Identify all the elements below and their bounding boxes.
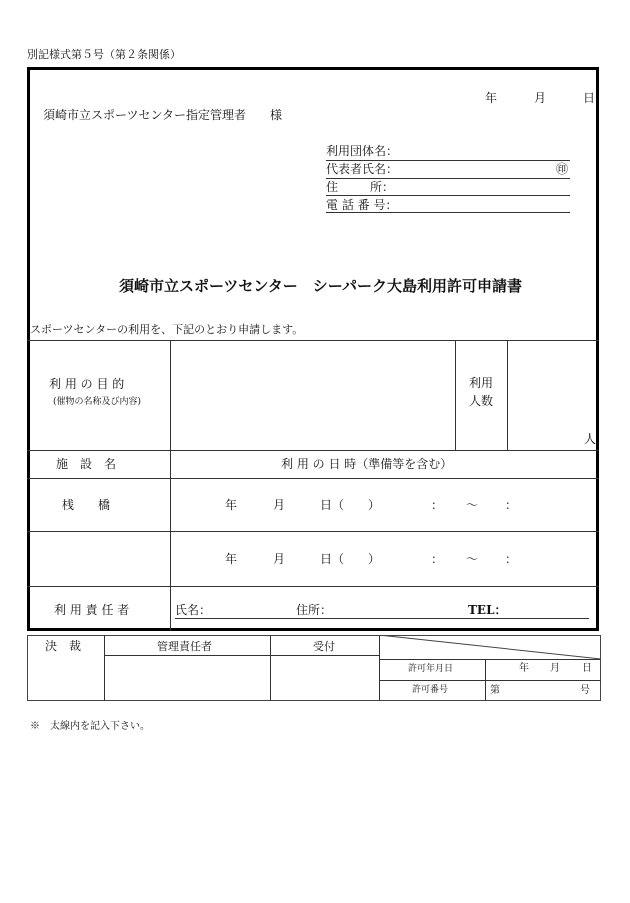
- addressee: 須崎市立スポーツセンター指定管理者 様: [43, 108, 283, 122]
- approval-diagonal: [379, 635, 601, 660]
- row1-year: 年: [225, 498, 238, 512]
- permit-day-label: 日: [582, 663, 592, 674]
- permit-divider: [485, 659, 486, 701]
- table-top-line: [27, 340, 599, 341]
- phone-line[interactable]: [326, 212, 570, 213]
- permit-year-label: 年: [519, 663, 529, 674]
- table-label-divider: [170, 340, 171, 631]
- org-name-line[interactable]: [326, 160, 570, 161]
- approval-header-line: [104, 655, 380, 656]
- permit-number-prefix: 第: [490, 685, 500, 696]
- manager-address-label: 住所：: [296, 603, 333, 617]
- manager-line[interactable]: [175, 618, 589, 619]
- row2-tilde: ～: [466, 552, 479, 566]
- purpose-field[interactable]: [172, 342, 454, 448]
- facility-header: 施 設 名: [56, 457, 117, 471]
- footnote: ※ 太線内を記入下さい。: [30, 721, 150, 732]
- address-label-b: 所：: [370, 180, 395, 194]
- count-unit: 人: [584, 432, 597, 446]
- purpose-sublabel: (催物の名称及び内容): [53, 397, 142, 407]
- org-name-label: 利用団体名：: [326, 144, 399, 158]
- row2-colon-end: ：: [505, 552, 518, 566]
- seal-mark: ㊞: [556, 162, 569, 176]
- permit-month-label: 月: [550, 663, 560, 674]
- address-label-a: 住: [326, 180, 339, 194]
- count-label-line2: 人数: [469, 394, 494, 408]
- rep-name-line[interactable]: [326, 178, 570, 179]
- row1-facility: 桟 橋: [62, 498, 111, 512]
- manager-title-label: 管理責任者: [157, 640, 212, 653]
- table-line-facility-header: [27, 450, 599, 451]
- table-line-row1: [27, 478, 599, 479]
- row2-day-close: ）: [368, 552, 381, 566]
- decision-label: 決 裁: [45, 639, 82, 653]
- permit-date-label: 許可年月日: [408, 664, 454, 674]
- row1-datetime-field[interactable]: [172, 480, 597, 529]
- manager-tel-label: TEL：: [468, 603, 507, 617]
- permit-number-label: 許可番号: [412, 685, 449, 695]
- form-title: 須崎市立スポーツセンター シーパーク大島利用許可申請書: [119, 277, 523, 295]
- row2-month: 月: [273, 552, 286, 566]
- date-year-label: 年: [485, 91, 498, 105]
- date-day-label: 日: [583, 91, 596, 105]
- manager-name-label: 氏名：: [175, 603, 212, 617]
- row2-datetime-field[interactable]: [172, 533, 597, 584]
- date-month-label: 月: [534, 91, 547, 105]
- manager-label: 利 用 責 任 者: [54, 603, 130, 617]
- row1-colon-end: ：: [505, 498, 518, 512]
- count-label-divider-right: [507, 340, 508, 450]
- table-line-row2: [27, 531, 599, 532]
- purpose-label: 利 用 の 目 的: [49, 377, 125, 391]
- rep-name-label: 代表者氏名：: [326, 162, 399, 176]
- table-line-manager: [27, 586, 599, 587]
- row1-day: 日（: [320, 498, 345, 512]
- count-label-divider-left: [455, 340, 456, 450]
- row1-day-close: ）: [368, 498, 381, 512]
- row1-tilde: ～: [466, 498, 479, 512]
- permit-number-suffix: 号: [580, 685, 590, 696]
- phone-label: 電 話 番 号：: [326, 198, 398, 212]
- intro-text: スポーツセンターの利用を、下記のとおり申請します。: [30, 323, 304, 336]
- count-label-line1: 利用: [469, 376, 494, 390]
- row2-day: 日（: [320, 552, 345, 566]
- row2-facility-field[interactable]: [29, 533, 169, 584]
- approval-divider-1: [104, 635, 105, 701]
- row1-colon-start: ：: [431, 498, 444, 512]
- row2-colon-start: ：: [431, 552, 444, 566]
- address-line[interactable]: [326, 195, 570, 196]
- approval-divider-2: [270, 635, 271, 701]
- row1-month: 月: [273, 498, 286, 512]
- form-id-label: 別記様式第５号（第２条関係）: [27, 48, 181, 61]
- row2-year: 年: [225, 552, 238, 566]
- datetime-header: 利 用 の 日 時（準備等を含む）: [281, 457, 453, 471]
- reception-label: 受付: [313, 640, 335, 653]
- permit-mid-line: [379, 680, 601, 681]
